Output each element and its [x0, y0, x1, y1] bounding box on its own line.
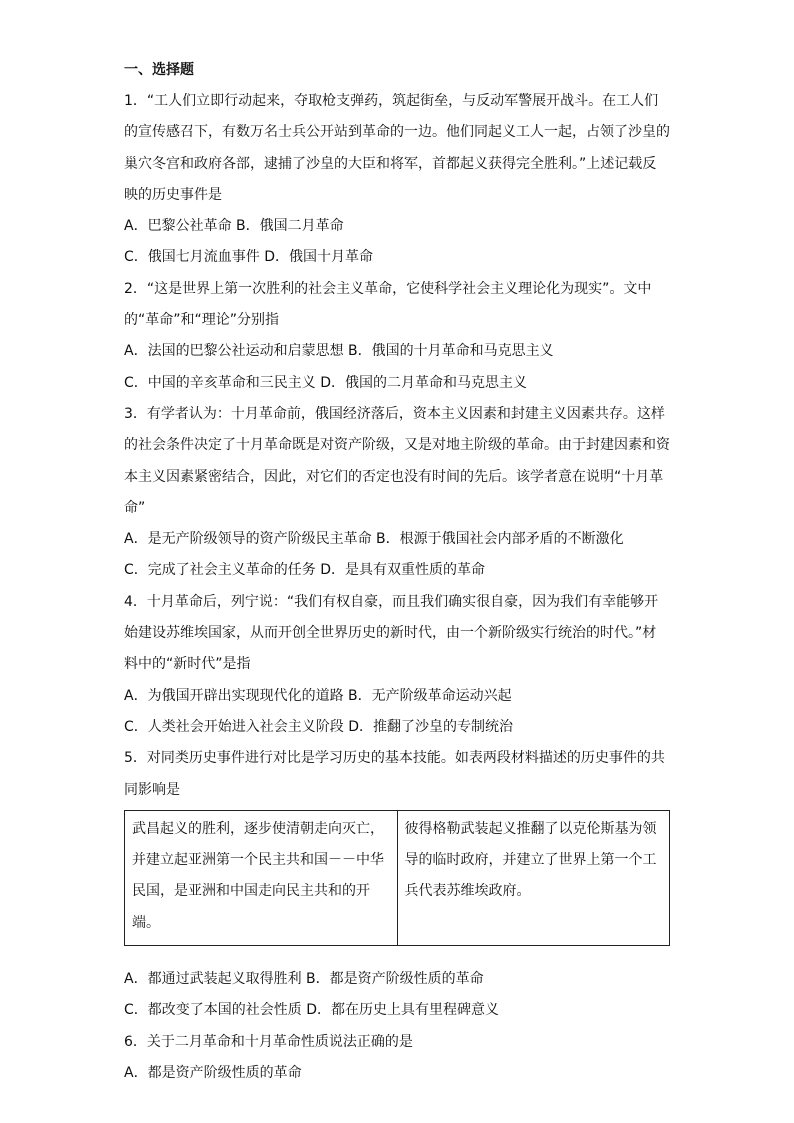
question-4 — [124, 587, 670, 743]
question-3-stem: 3．有学者认为：十月革命前，俄国经济落后，资本主义因素和封建主义因素共存。这样的社会条件决定了十月革命既是对资产阶级，又是对地主阶级的革命。由于封建因素和资本主义因素紧密结合，因此，对它们的否定也没有时间的先后。该学者意在说明“十月革命” — [124, 405, 670, 516]
question-1-stem: 1．“工人们立即行动起来，夺取枪支弹药，筑起街垒，与反动军警展开战斗。在工人们的宣传感召下，有数万名士兵公开站到革命的一边。他们同起义工人一起，占领了沙皇的巢穴冬宫和政府各部，逮捕了沙皇的大臣和将军，首都起义获得完全胜利。”上述记载反映的历史事件是 — [124, 93, 670, 203]
question-5 — [124, 743, 670, 1026]
question-6 — [124, 1027, 670, 1090]
question-6-option-a: A．都是资产阶级性质的革命 — [124, 1064, 302, 1081]
question-5-options-ab: A．都通过武装起义取得胜利 B．都是资产阶级性质的革命 — [124, 971, 484, 988]
question-3 — [124, 399, 670, 587]
question-3-options-cd: C．完成了社会主义革命的任务 D．是具有双重性质的革命 — [124, 562, 486, 579]
table-cell-petrograd-uprising: 彼得格勒武装起义推翻了以克伦斯基为领导的临时政府，并建立了世界上第一个工兵代表苏维埃政府。 — [397, 810, 670, 945]
comparison-table — [124, 810, 670, 946]
question-2 — [124, 274, 670, 399]
question-2-stem: 2．“这是世界上第一次胜利的社会主义革命，它使科学社会主义理论化为现实”。文中的“革命”和“理论”分别指 — [124, 280, 652, 329]
table-row — [125, 810, 670, 945]
question-1-options-cd: C．俄国七月流血事件 D．俄国十月革命 — [124, 249, 374, 266]
question-4-options-ab: A．为俄国开辟出实现现代化的道路 B．无产阶级革命运动兴起 — [124, 687, 512, 704]
question-1-options-ab: A．巴黎公社革命 B．俄国二月革命 — [124, 218, 344, 235]
question-5-options-cd: C．都改变了本国的社会性质 D．都在历史上具有里程碑意义 — [124, 1002, 500, 1019]
question-2-options-ab: A．法国的巴黎公社运动和启蒙思想 B．俄国的十月革命和马克思主义 — [124, 343, 554, 360]
question-4-options-cd: C．人类社会开始进入社会主义阶段 D．推翻了沙皇的专制统治 — [124, 718, 514, 735]
question-2-options-cd: C．中国的辛亥革命和三民主义 D．俄国的二月革命和马克思主义 — [124, 374, 528, 391]
question-3-options-ab: A．是无产阶级领导的资产阶级民主革命 B．根源于俄国社会内部矛盾的不断激化 — [124, 531, 624, 548]
table-cell-wuchang-uprising: 武昌起义的胜利，逐步使清朝走向灭亡，并建立起亚洲第一个民主共和国－－中华民国，是亚洲和中国走向民主共和的开端。 — [125, 810, 398, 945]
section-title: 一、选择题 — [124, 62, 194, 78]
question-5-stem: 5．对同类历史事件进行对比是学习历史的基本技能。如表两段材料描述的历史事件的共同影响是 — [124, 750, 665, 798]
exam-page — [124, 60, 670, 1089]
question-4-stem: 4．十月革命后，列宁说：“我们有权自豪，而且我们确实很自豪，因为我们有幸能够开始建设苏维埃国家，从而开创全世界历史的新时代，由一个新阶级实行统治的时代。”材料中的“新时代”是指 — [124, 593, 659, 673]
question-6-stem: 6．关于二月革命和十月革命性质说法正确的是 — [124, 1033, 413, 1050]
question-1 — [124, 86, 670, 274]
